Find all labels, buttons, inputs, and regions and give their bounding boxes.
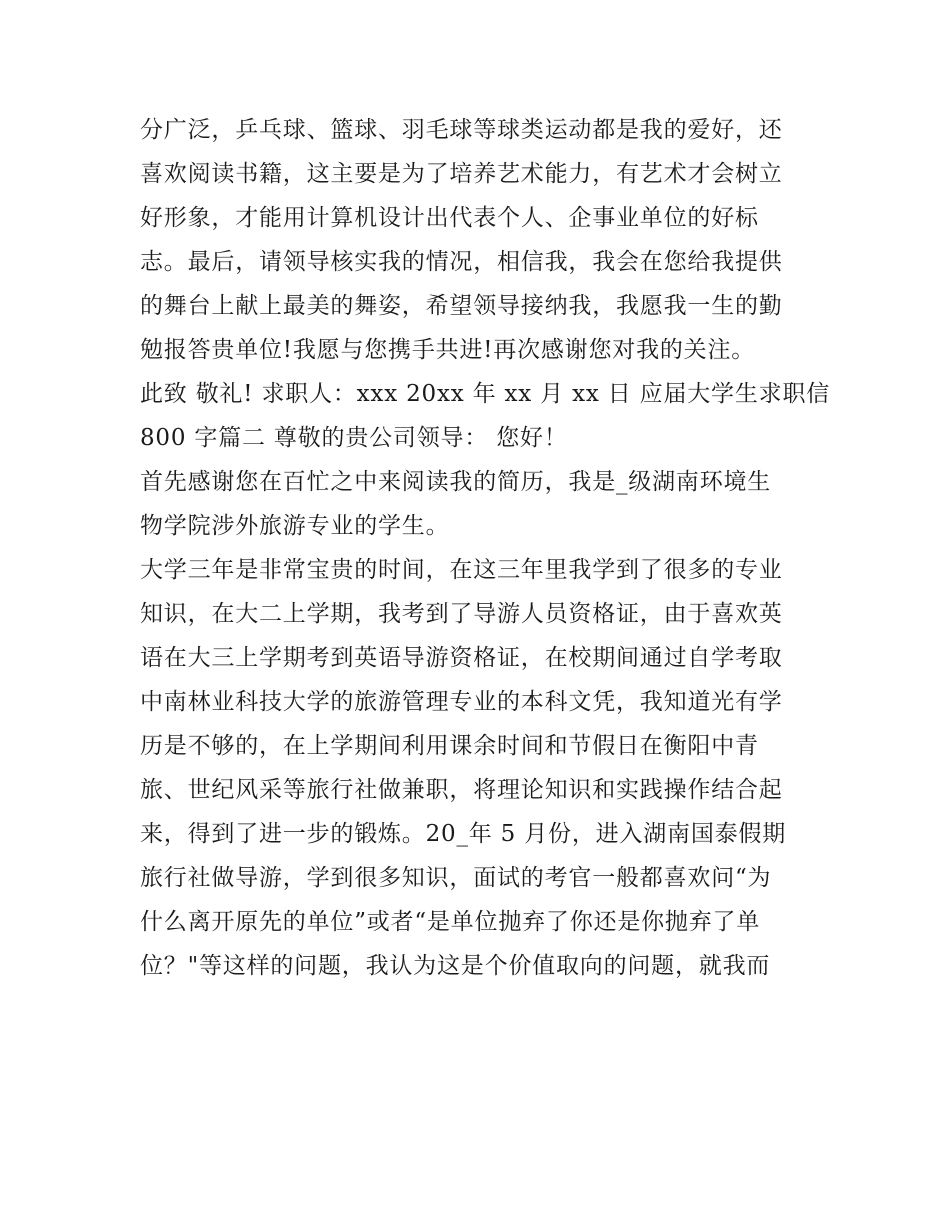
text-line: 什么离开原先的单位”或者“是单位抛弃了你还是你抛弃了单 <box>140 909 761 935</box>
text-line: 旅、世纪风采等旅行社做兼职，将理论知识和实践操作结合起 <box>140 777 783 803</box>
text-line: 志。最后，请领导核实我的情况，相信我，我会在您给我提供 <box>140 249 783 275</box>
text-line: 此致 敬礼! 求职人：xxx 20xx 年 xx 月 xx 日 应届大学生求职信 <box>140 381 831 407</box>
body-text <box>140 108 831 988</box>
text-line: 历是不够的，在上学期间利用课余时间和节假日在衡阳中青 <box>140 733 759 759</box>
text-line: 首先感谢您在百忙之中来阅读我的简历，我是_级湖南环境生 <box>140 469 772 495</box>
text-line: 中南林业科技大学的旅游管理专业的本科文凭，我知道光有学 <box>140 689 783 715</box>
text-line: 分广泛，乒乓球、篮球、羽毛球等球类运动都是我的爱好，还 <box>140 117 783 143</box>
text-line: 物学院涉外旅游专业的学生。 <box>140 513 450 539</box>
text-line: 喜欢阅读书籍，这主要是为了培养艺术能力，有艺术才会树立 <box>140 161 783 187</box>
text-line: 旅行社做导游，学到很多知识，面试的考官一般都喜欢问“为 <box>140 865 772 891</box>
text-line: 语在大三上学期考到英语导游资格证，在校期间通过自学考取 <box>140 645 783 671</box>
text-line: 大学三年是非常宝贵的时间，在这三年里我学到了很多的专业 <box>140 557 783 583</box>
text-line: 800 字篇二 尊敬的贵公司领导： 您好！ <box>140 425 568 451</box>
text-line: 位？"等这样的问题，我认为这是个价值取向的问题，就我而 <box>140 953 771 979</box>
text-line: 知识，在大二上学期，我考到了导游人员资格证，由于喜欢英 <box>140 601 783 627</box>
text-line: 勉报答贵单位!我愿与您携手共进!再次感谢您对我的关注。 <box>140 337 756 363</box>
text-line: 好形象，才能用计算机设计出代表个人、企事业单位的好标 <box>140 205 759 231</box>
text-line: 的舞台上献上最美的舞姿，希望领导接纳我，我愿我一生的勤 <box>140 293 783 319</box>
text-line: 来，得到了进一步的锻炼。20_年 5 月份，进入湖南国泰假期 <box>140 821 787 847</box>
